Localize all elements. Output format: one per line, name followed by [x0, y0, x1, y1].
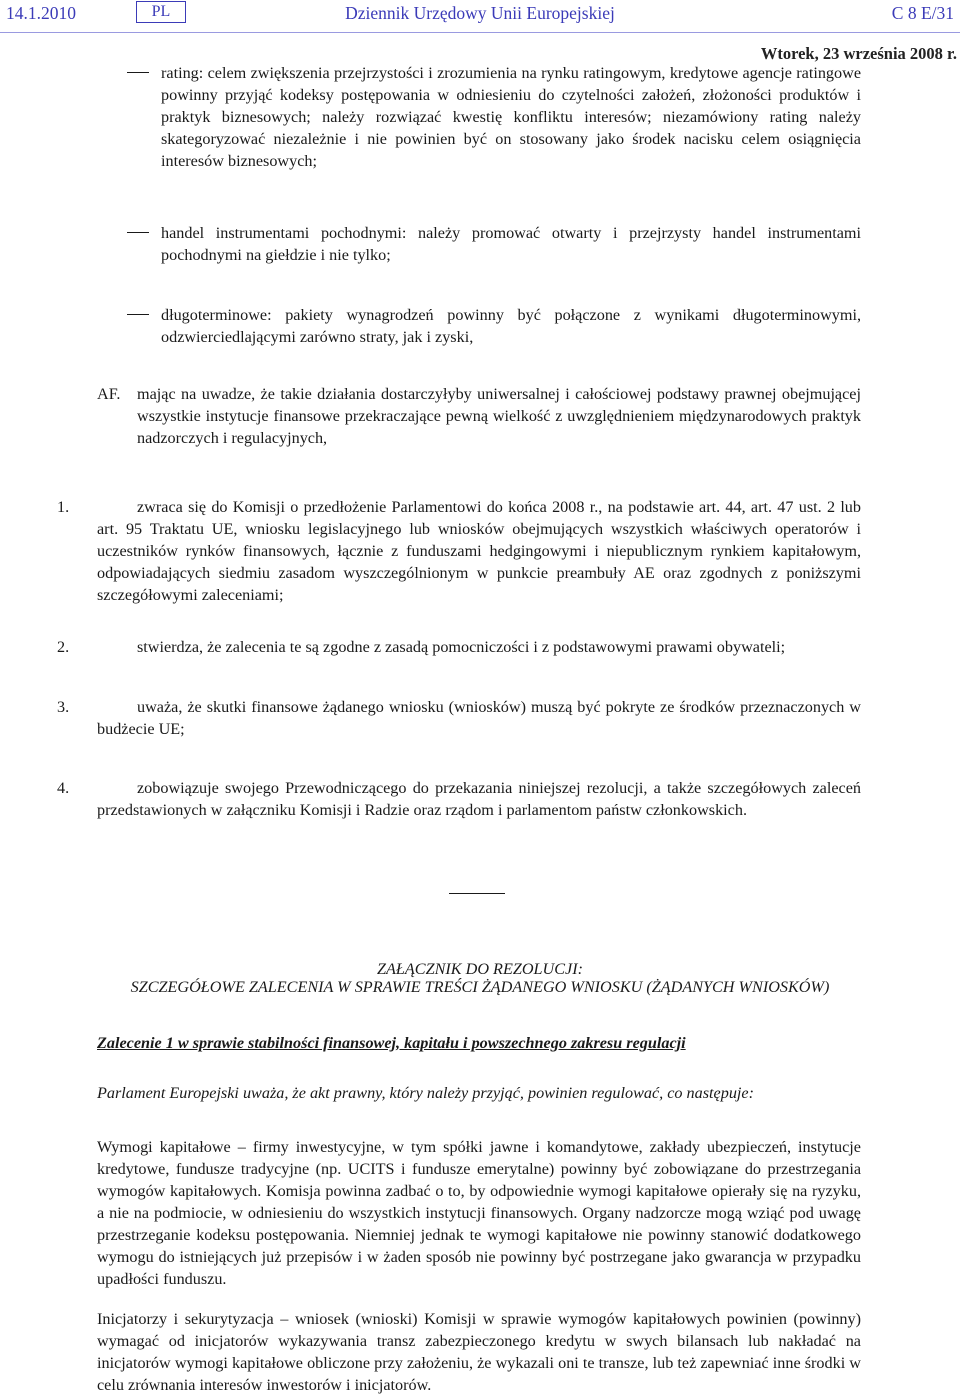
annex-title: ZAŁĄCZNIK DO REZOLUCJI: [377, 960, 583, 978]
point-text [57, 636, 861, 658]
recital-text: mając na uwadze, że takie działania dostarczyłyby uniwersalnej i całościowej podstawy prawnej obejmującej wszystkie instytucje finansowe przekraczające pewną wielkość z uwzględnieniem międzynarodowych praktyk nadzorczych i regulacyjnych, [137, 385, 861, 447]
bullet-text: handel instrumentami pochodnymi: należy promować otwarty i przejrzysty handel instrumentami pochodnymi na giełdzie i nie tylko; [161, 224, 861, 264]
dash-marker [127, 72, 149, 73]
point-number: 2. [57, 638, 70, 656]
journal-reference: C 8 E/31 [891, 3, 954, 23]
annex-paragraph: Wymogi kapitałowe – firmy inwestycyjne, w tym spółki jawne i komandytowe, zakłady ubezpieczeń, instytucje kredytowe, fundusze tradycyjne (np. UCITS i fundusze emerytalne) powinny być zobowiązane do przestrzegania wymogów kapitałowych. Komisja powinna zadbać o to, by odpowiednie wymogi kapitałowe opierały się na ryzyku, a nie na podmiocie, w odniesieniu do wszystkich instytucji finansowych. Organy nadzorcze mogą wziąć pod uwagę przestrzeganie kodeksu postępowania. Niemniej jednak te wymogi kapitałowe nie powinny stanowić dodatkowego wymogu do istniejących już przepisów i w żaden sposób nie powinny być postrzegane jako gwarancja w przypadku upadłości funduszu. [97, 1138, 861, 1288]
point-text [57, 496, 861, 606]
journal-header [0, 0, 960, 26]
journal-title: Dziennik Urzędowy Unii Europejskiej [345, 3, 615, 23]
point-text [57, 696, 861, 740]
annex-subtitle: SZCZEGÓŁOWE ZALECENIA W SPRAWIE TREŚCI ŻĄDANEGO WNIOSKU (ŻĄDANYCH WNIOSKÓW) [130, 978, 830, 996]
annex-paragraph: Inicjatorzy i sekurytyzacja – wniosek (wnioski) Komisji w sprawie wymogów kapitałowych powinien (powinny) wymagać od inicjatorów wykazywania transz zabezpieczonego kredytu w swych bilansach lub nakładać na inicjatorów wymogi kapitałowe obliczone przy założeniu, że wykazali oni te transze, lub też zapewniać inne środki w celu zrównania interesów inwestorów i inicjatorów. [97, 1310, 861, 1394]
dash-marker [127, 232, 149, 233]
header-date: 14.1.2010 [6, 3, 76, 23]
point-body: zwraca się do Komisji o przedłożenie Parlamentowi do końca 2008 r., na podstawie art. 44, art. 47 ust. 2 lub art. 95 Traktatu UE, wniosku legislacyjnego lub wniosków obejmujących wszystkich właściwych operatorów i uczestników rynków finansowych, łącznie z funduszami hedgingowymi i niepublicznym rynkiem kapitałowym, odpowiadających siedmiu zasadom wyszczególnionym w punkcie preambuły AE oraz zgodnych z poniższymi szczegółowymi zaleceniami; [97, 498, 861, 604]
point-body: stwierdza, że zalecenia te są zgodne z zasadą pomocniczości i z podstawowymi prawami obywateli; [137, 638, 786, 656]
point-number: 4. [57, 779, 70, 797]
point-text [57, 777, 861, 821]
recommendation-heading: Zalecenie 1 w sprawie stabilności finansowej, kapitału i powszechnego zakresu regulacji [97, 1034, 686, 1052]
bullet-text: rating: celem zwiększenia przejrzystości i zrozumienia na rynku ratingowym, kredytowe agencje ratingowe powinny przyjąć kodeksy postępowania w odniesieniu do czytelności założeń, złożoności produktów i praktyk biznesowych; należy rozwiązać kwestię konfliktu interesów; niezamówiony rating należy skategoryzować niezależnie i nie powinien być on stosowany jako środek nacisku celem osiągnięcia interesów biznesowych; [161, 64, 861, 170]
sitting-date: Wtorek, 23 września 2008 r. [760, 44, 957, 63]
language-badge: PL [136, 1, 186, 23]
annex-intro: Parlament Europejski uważa, że akt prawny, który należy przyjąć, powinien regulować, co następuje: [97, 1084, 754, 1102]
point-body: zobowiązuje swojego Przewodniczącego do przekazania niniejszej rezolucji, a także szczegółowych zaleceń przedstawionych w załączniku Komisji i Radzie oraz rządom i parlamentom państw członkowskich. [97, 779, 861, 819]
point-number: 3. [57, 698, 70, 716]
header-rule [0, 32, 960, 33]
point-body: uważa, że skutki finansowe żądanego wniosku (wniosków) muszą być pokryte ze środków przeznaczonych w budżecie UE; [97, 698, 861, 738]
recital-label: AF. [97, 385, 121, 403]
dash-marker [127, 314, 149, 315]
bullet-text: długoterminowe: pakiety wynagrodzeń powinny być połączone z wynikami długoterminowymi, odzwierciedlającymi zarówno straty, jak i zyski, [161, 306, 861, 346]
point-number: 1. [57, 498, 70, 516]
section-separator [449, 893, 505, 894]
